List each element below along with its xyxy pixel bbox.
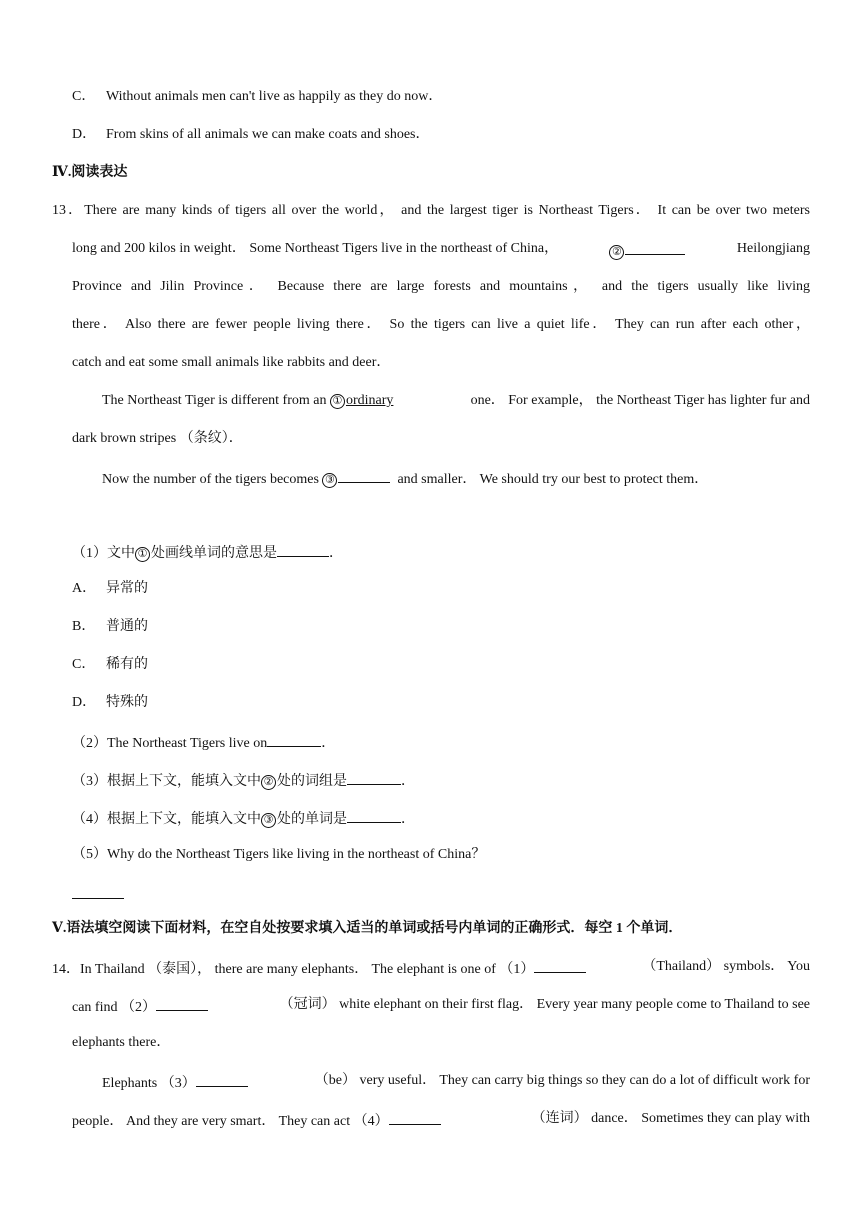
q13-para2-line-2: dark brown stripes （条纹）．	[72, 431, 243, 446]
q14-line-1: 14．In Thailand （泰国）， there are many elephants． The elephant is one of （1） （Thailand） symbols． You	[52, 959, 810, 977]
q13-line-4: there． Also there are fewer people living there． So the tigers can live a quiet life． They can run after each other，	[72, 317, 810, 332]
circled-number-3: ③	[261, 813, 276, 828]
q13-line-3: Province and Jilin Province． Because there are large forests and mountains， and the tigers usually like living	[72, 279, 810, 294]
q12-option-d: D． From skins of all animals we can make coats and shoes．	[72, 127, 430, 142]
answer-blank-2[interactable]	[267, 732, 321, 747]
section-5-title: Ⅴ.语法填空阅读下面材料，在空自处按要求填入适当的单词或括号内单词的正确形式．每空 1 个单词．	[52, 921, 683, 936]
answer-blank-1[interactable]	[277, 542, 329, 557]
sub1-option-c: C． 稀有的	[72, 657, 148, 672]
q13-sub5: （5）Why do the Northeast Tigers like living in the northeast of China？	[72, 847, 486, 862]
q12-option-c: C． Without animals men can't live as happily as they do now．	[72, 89, 443, 104]
q14-line-3: elephants there．	[72, 1035, 171, 1050]
q13-sub4: （4）根据上下文，能填入文中 ③ 处的单词是 ．	[72, 808, 415, 829]
q13-line-1: 13．There are many kinds of tigers all over the world， and the largest tiger is Northeast Tigers． It can be over two meters	[52, 203, 810, 218]
grammar-blank-2[interactable]	[156, 996, 208, 1011]
sub1-option-d: D． 特殊的	[72, 695, 148, 710]
answer-blank-5[interactable]	[72, 884, 124, 899]
sub1-option-a: A． 异常的	[72, 581, 148, 596]
blank-2[interactable]	[625, 240, 685, 255]
circled-number-1: ①	[135, 547, 150, 562]
circled-number-2: ②	[261, 775, 276, 790]
q13-sub2: （2）The Northeast Tigers live on ．	[72, 732, 335, 753]
q13-sub1: （1）文中 ① 处画线单词的意思是 ．	[72, 542, 343, 563]
grammar-blank-4[interactable]	[389, 1110, 441, 1125]
section-4-title: Ⅳ.阅读表达	[52, 165, 128, 180]
answer-blank-3[interactable]	[347, 770, 401, 785]
q14-line-5: people． And they are very smart． They can act （4） （连词） dance． Sometimes they can play with	[72, 1111, 810, 1129]
q13-para2-line-1: The Northeast Tiger is different from an ① ordinary one． For example， the Northeast Tiger has lighter fur and	[102, 393, 810, 408]
circled-number-2: ②	[609, 245, 624, 260]
circled-number-1: ①	[330, 394, 345, 409]
grammar-blank-1[interactable]	[534, 958, 586, 973]
q13-para3: Now the number of the tigers becomes ③ and smaller． We should try our best to protect them．	[102, 468, 708, 489]
q14-line-2: can find （2） （冠词） white elephant on their first flag． Every year many people come to Thailand to see	[72, 997, 810, 1015]
q14-line-4: Elephants （3） （be） very useful． They can carry big things so they can do a lot of difficult work for	[102, 1073, 810, 1091]
blank-3[interactable]	[338, 468, 390, 483]
underlined-word: ordinary	[345, 393, 394, 408]
q13-line-5: catch and eat some small animals like rabbits and deer．	[72, 355, 391, 370]
q13-sub5-answer-line	[72, 884, 124, 905]
grammar-blank-3[interactable]	[196, 1072, 248, 1087]
sub1-option-b: B． 普通的	[72, 619, 148, 634]
circled-number-3: ③	[322, 473, 337, 488]
q13-sub3: （3）根据上下文，能填入文中 ② 处的词组是 ．	[72, 770, 415, 791]
q13-line-2: long and 200 kilos in weight． Some Northeast Tigers live in the northeast of China， ② Heilongjiang	[72, 241, 810, 258]
answer-blank-4[interactable]	[347, 808, 401, 823]
